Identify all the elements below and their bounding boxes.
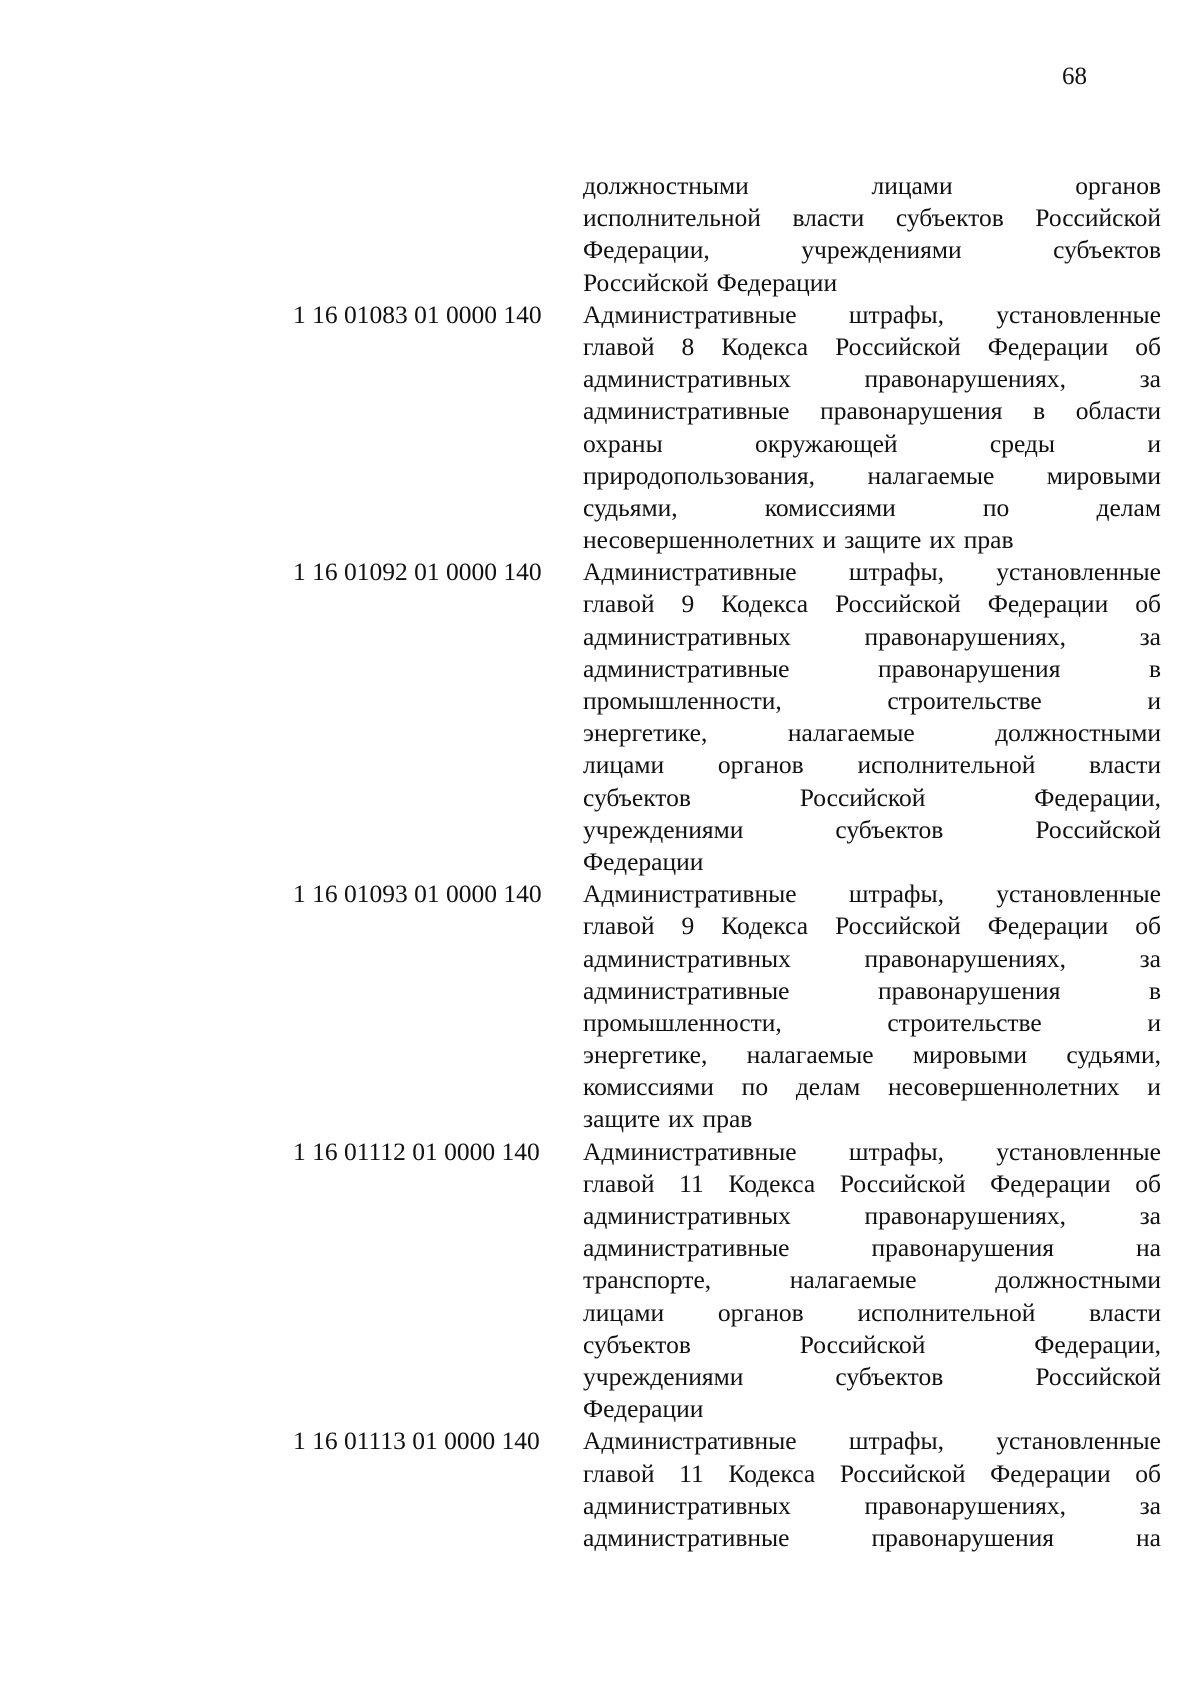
table-row [0, 170, 1200, 299]
description-line: защите их прав [583, 1104, 753, 1134]
description-line: административные правонарушения на [583, 1233, 1161, 1263]
income-description [583, 878, 1161, 1136]
description-line: главой 11 Кодекса Российской Федерации об [583, 1168, 1161, 1198]
description-line: энергетике, налагаемые должностными [583, 718, 1161, 748]
income-description [583, 299, 1161, 557]
budget-code: 1 16 01113 01 0000 140 [293, 1426, 540, 1456]
description-line: административные правонарушения на [583, 1522, 1161, 1552]
budget-code: 1 16 01112 01 0000 140 [293, 1136, 540, 1166]
description-line: Административные штрафы, установленные [583, 879, 1161, 909]
description-line: лицами органов исполнительной власти [583, 1297, 1161, 1327]
description-line: административных правонарушениях, за [583, 621, 1161, 651]
description-line: Российской Федерации [583, 267, 838, 297]
table-row [0, 1136, 1200, 1426]
income-description [583, 1136, 1161, 1426]
budget-code: 1 16 01093 01 0000 140 [293, 879, 542, 909]
description-line: учреждениями субъектов Российской [583, 814, 1161, 844]
description-line: административные правонарушения в области [583, 396, 1161, 426]
description-line: административных правонарушениях, за [583, 1201, 1161, 1230]
description-line: административные правонарушения в [583, 653, 1161, 683]
income-description [583, 170, 1161, 299]
description-line: охраны окружающей среды и [583, 428, 1161, 458]
page-number: 68 [1062, 63, 1087, 90]
description-line: главой 11 Кодекса Российской Федерации об [583, 1458, 1161, 1488]
description-line: несовершеннолетних и защите их прав [583, 525, 1014, 555]
description-line: Федерации [583, 1394, 704, 1424]
budget-code-table [0, 170, 1200, 1554]
description-line: энергетике, налагаемые мировыми судьями, [583, 1040, 1161, 1070]
income-description [583, 556, 1161, 878]
description-line: Административные штрафы, установленные [583, 557, 1161, 587]
table-row [0, 299, 1200, 557]
description-line: природопользования, налагаемые мировыми [583, 460, 1161, 490]
description-line: административных правонарушениях, за [583, 943, 1161, 973]
income-description [583, 1425, 1161, 1554]
description-line: судьями, комиссиями по делам [583, 492, 1161, 522]
description-line: транспорте, налагаемые должностными [583, 1265, 1161, 1295]
budget-code: 1 16 01083 01 0000 140 [293, 299, 542, 329]
description-line: Федерации, учреждениями субъектов [583, 235, 1161, 265]
table-row [0, 1425, 1200, 1554]
description-line: субъектов Российской Федерации, [583, 1329, 1161, 1359]
description-line: административных правонарушениях, за [583, 1490, 1161, 1520]
budget-code: 1 16 01092 01 0000 140 [293, 557, 542, 587]
table-row [0, 878, 1200, 1136]
description-line: Административные штрафы, установленные [583, 1426, 1161, 1456]
description-line: Административные штрафы, установленные [583, 299, 1161, 329]
description-line: исполнительной власти субъектов Российской [583, 203, 1161, 233]
description-line: административных правонарушениях, за [583, 364, 1161, 394]
description-line: главой 9 Кодекса Российской Федерации об [583, 911, 1161, 941]
description-line: промышленности, строительстве и [583, 686, 1161, 715]
description-line: Федерации [583, 846, 704, 876]
description-line: Административные штрафы, установленные [583, 1136, 1161, 1166]
table-row [0, 556, 1200, 878]
description-line: главой 9 Кодекса Российской Федерации об [583, 589, 1161, 619]
description-line: субъектов Российской Федерации, [583, 782, 1161, 812]
description-line: административные правонарушения в [583, 975, 1161, 1005]
description-line: должностными лицами органов [583, 171, 1161, 200]
description-line: промышленности, строительстве и [583, 1007, 1161, 1037]
description-line: комиссиями по делам несовершеннолетних и [583, 1072, 1161, 1102]
description-line: учреждениями субъектов Российской [583, 1361, 1161, 1391]
description-line: главой 8 Кодекса Российской Федерации об [583, 331, 1161, 361]
description-line: лицами органов исполнительной власти [583, 750, 1161, 780]
